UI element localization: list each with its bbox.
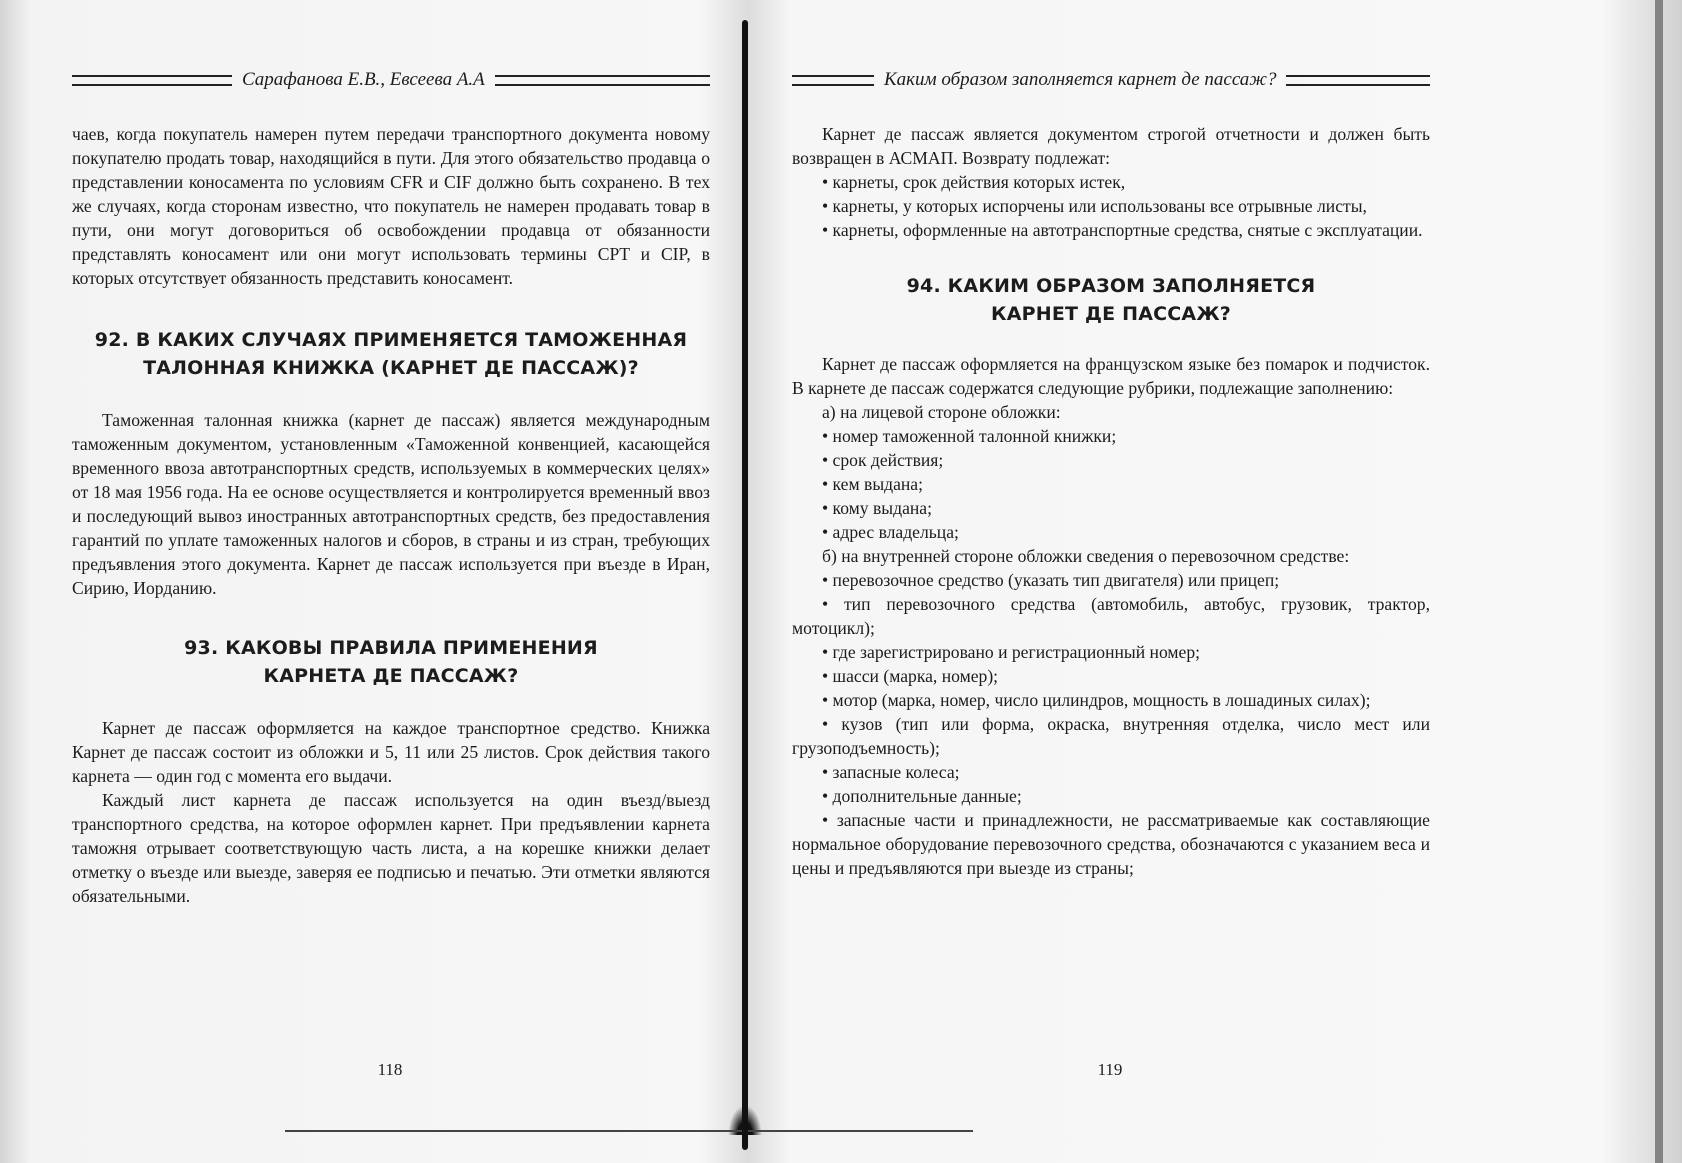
- page-edge-shadow: [1655, 0, 1663, 1163]
- header-rule: [1286, 75, 1430, 86]
- return-item: • карнеты, срок действия которых истек,: [822, 172, 1126, 192]
- list-item: • перевозочное средство (указать тип двигателя) или прицеп;: [822, 570, 1280, 590]
- left-page: [72, 60, 710, 908]
- right-intro-paragraph: Карнет де пассаж является документом строгой отчетности и должен быть возвращен в АСМАП. Возврату подлежат:: [792, 124, 1430, 168]
- right-running-head-text: Каким образом заполняется карнет де пассаж?: [884, 69, 1277, 90]
- section-93-heading-line2: КАРНЕТА ДЕ ПАССАЖ?: [263, 665, 519, 687]
- book-spine: [742, 20, 748, 1150]
- return-item: • карнеты, оформленные на автотранспортные средства, снятые с эксплуатации.: [822, 220, 1423, 240]
- list-item: • запасные колеса;: [822, 762, 960, 782]
- left-running-head: [72, 60, 710, 100]
- list-item: • запасные части и принадлежности, не рассматриваемые как составляющие нормальное оборудование перевозочного средства, обозначаются с указанием веса и цены и предъявляются при выезде из страны;: [792, 810, 1430, 878]
- section-93-paragraph-1: Карнет де пассаж оформляется на каждое транспортное средство. Книжка Карнет де пассаж состоит из обложки и 5, 11 или 25 листов. Срок действия такого карнета — один год с момента его выдачи.: [72, 718, 710, 786]
- left-running-head-text: Сарафанова Е.В., Евсеева А.А: [242, 69, 485, 90]
- list-item: • адрес владельца;: [822, 522, 959, 542]
- section-93-heading-line1: 93. КАКОВЫ ПРАВИЛА ПРИМЕНЕНИЯ: [184, 637, 598, 659]
- right-page-number: 119: [1097, 1060, 1123, 1079]
- return-item: • карнеты, у которых испорчены или использованы все отрывные листы,: [822, 196, 1367, 216]
- list-item: • номер таможенной талонной книжки;: [822, 426, 1117, 446]
- list-item: • кузов (тип или форма, окраска, внутренняя отделка, число мест или грузоподъемность);: [792, 714, 1430, 758]
- list-item: • где зарегистрировано и регистрационный номер;: [822, 642, 1201, 662]
- list-item: • шасси (марка, номер);: [822, 666, 999, 686]
- section-94-heading-line1: 94. КАКИМ ОБРАЗОМ ЗАПОЛНЯЕТСЯ: [906, 275, 1316, 297]
- section-92-heading-line1: 92. В КАКИХ СЛУЧАЯХ ПРИМЕНЯЕТСЯ ТАМОЖЕННАЯ: [94, 329, 688, 351]
- section-94-paragraph: Карнет де пассаж оформляется на французском языке без помарок и подчисток. В карнете де пассаж содержатся следующие рубрики, подлежащие заполнению:: [792, 354, 1430, 398]
- section-93-paragraph-2: Каждый лист карнета де пассаж используется на один въезд/выезд транспортного средства, на которое оформлен карнет. При предъявлении карнета таможня отрывает соответствующую часть листа, а на корешке книжки делает отметку о въезде или выезде, заверяя ее подписью и печатью. Эти отметки являются обязательными.: [72, 790, 710, 906]
- left-page-number: 118: [377, 1060, 403, 1079]
- header-rule: [495, 75, 710, 86]
- list-item: • тип перевозочного средства (автомобиль, автобус, грузовик, трактор, мотоцикл);: [792, 594, 1430, 638]
- continued-paragraph: чаев, когда покупатель намерен путем передачи транспортного документа новому покупателю продать товар, находящийся в пути. Для этого обязательство продавца о представлении коносамента по условиям CFR и CIF должно быть сохранено. В тех же случаях, когда сторонам известно, что покупатель не намерен продавать товар в пути, они могут договориться об освобождении продавца от обязанности представлять коносамент или они могут использовать термины CPT и CIP, в которых отсутствует обязанность представить коносамент.: [72, 124, 710, 288]
- list-item: • дополнительные данные;: [822, 786, 1022, 806]
- section-94-heading-line2: КАРНЕТ ДЕ ПАССАЖ?: [990, 303, 1231, 325]
- section-94-b-heading: б) на внутренней стороне обложки сведения о перевозочном средстве:: [822, 546, 1350, 566]
- bottom-edge-right: [748, 1130, 973, 1132]
- bottom-edge-left: [285, 1130, 742, 1132]
- section-92-paragraph: Таможенная талонная книжка (карнет де пассаж) является международным таможенным документом, установленным «Таможенной конвенцией, касающейся временного ввоза автотранспортных средств, используемых в коммерческих целях» от 18 мая 1956 года. На ее основе осуществляется и контролируется временный ввоз и последующий вывоз иностранных автотранспортных средств, без предоставления гарантий по уплате таможенных налогов и сборов, в страны и из стран, требующих предъявления этого документа. Карнет де пассаж используется при въезде в Иран, Сирию, Иорданию.: [72, 410, 710, 598]
- list-item: • кому выдана;: [822, 498, 933, 518]
- list-item: • кем выдана;: [822, 474, 924, 494]
- list-item: • срок действия;: [822, 450, 944, 470]
- list-item: • мотор (марка, номер, число цилиндров, мощность в лошадиных силах);: [822, 690, 1371, 710]
- header-rule: [792, 75, 874, 86]
- right-page: [792, 60, 1430, 880]
- section-94-a-heading: а) на лицевой стороне обложки:: [822, 402, 1061, 422]
- right-running-head: [792, 60, 1430, 100]
- section-92-heading-line2: ТАЛОННАЯ КНИЖКА (КАРНЕТ ДЕ ПАССАЖ)?: [143, 357, 639, 379]
- header-rule: [72, 75, 232, 86]
